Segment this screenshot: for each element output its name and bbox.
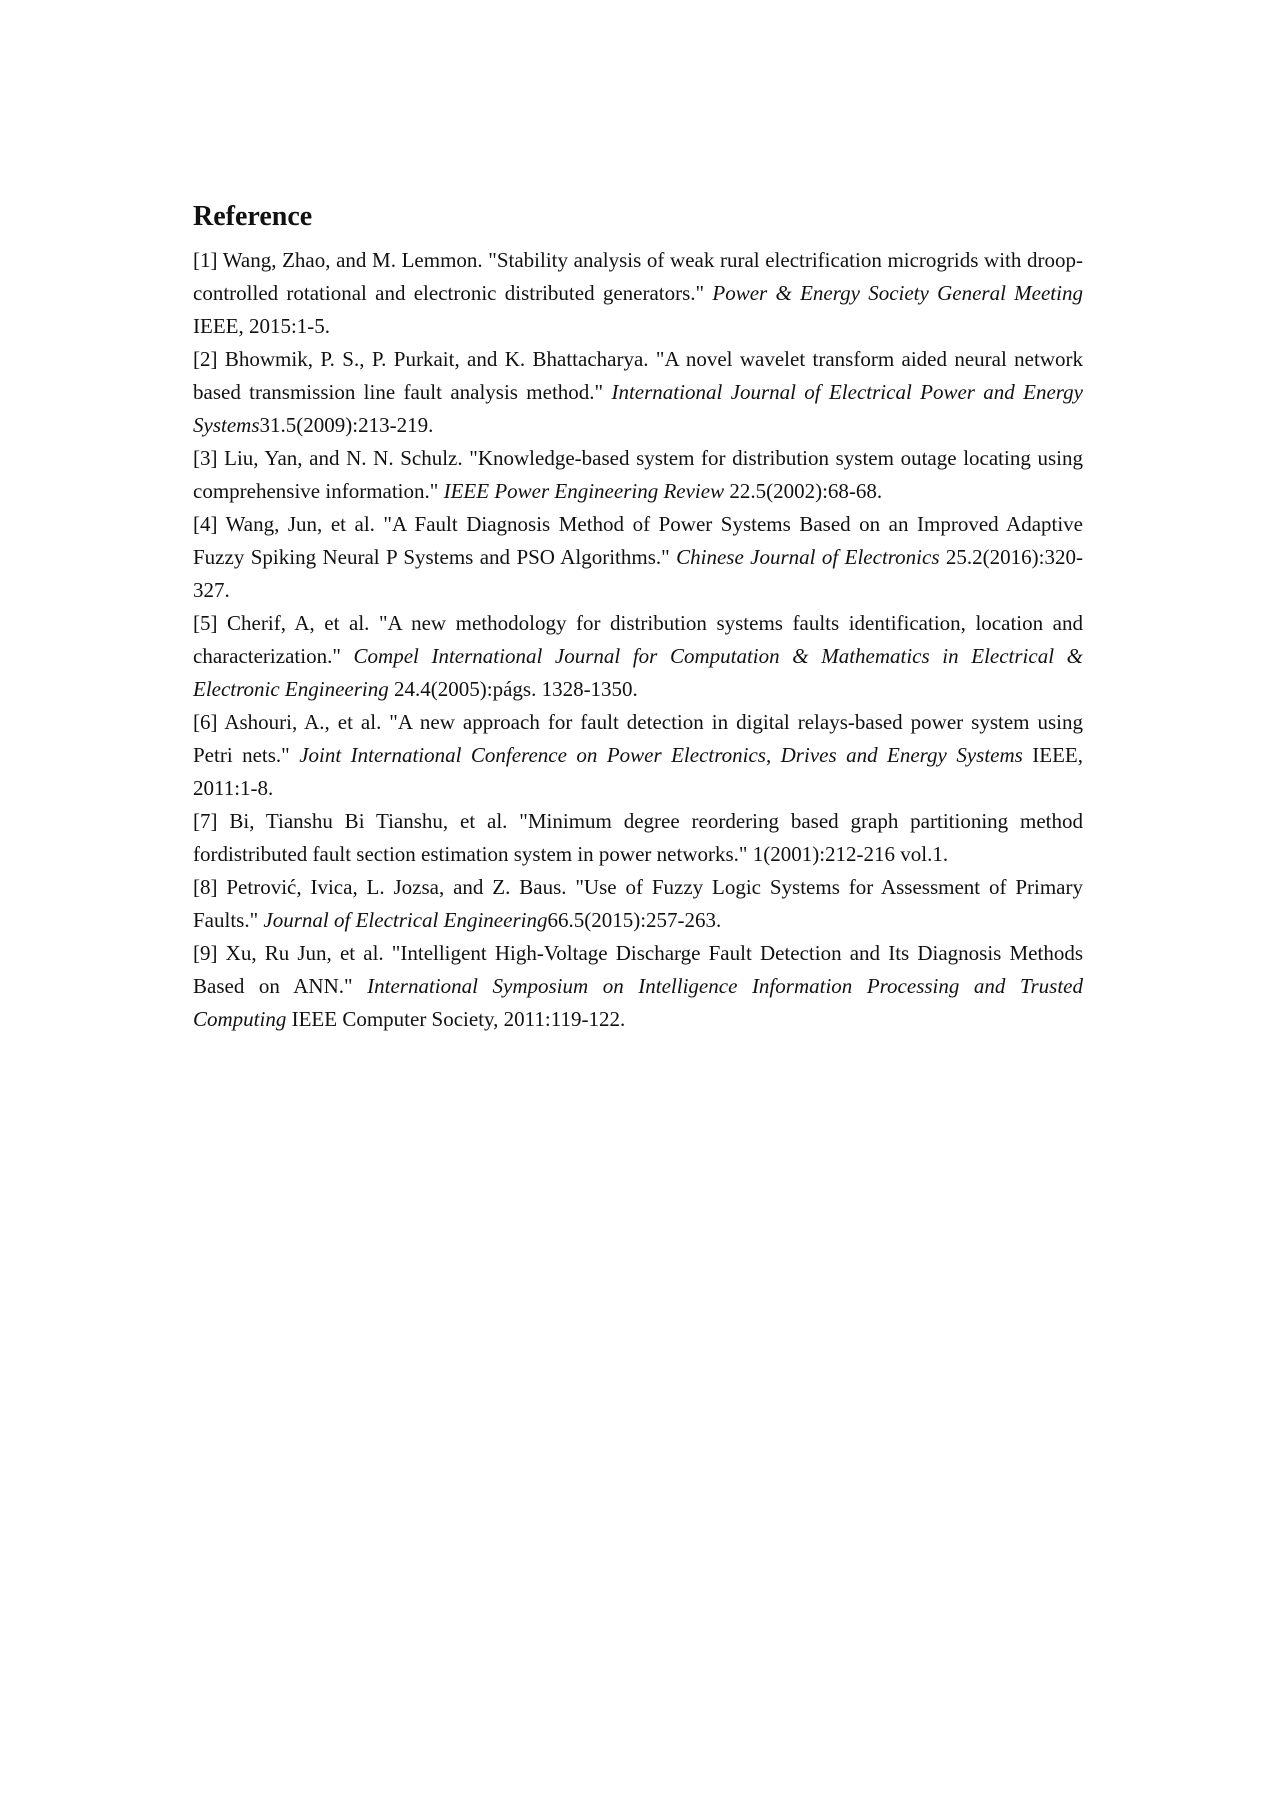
reference-item	[193, 244, 1083, 343]
reference-details: 22.5(2002):68-68.	[724, 479, 883, 503]
section-heading: Reference	[193, 201, 313, 232]
reference-details: 66.5(2015):257-263.	[547, 908, 722, 932]
reference-venue: International Symposium on Intelligence Information Processing and Trusted Computing	[193, 974, 1083, 1031]
reference-item	[193, 706, 1083, 805]
reference-text: Liu, Yan, and N. N. Schulz. "Knowledge-based system for distribution system outage locating using comprehensive information."	[193, 446, 1083, 503]
reference-number: [3]	[193, 446, 218, 470]
reference-details: IEEE Computer Society, 2011:119-122.	[286, 1007, 626, 1031]
reference-details: 31.5(2009):213-219.	[259, 413, 434, 437]
reference-venue: International Journal of Electrical Power and Energy Systems	[193, 380, 1083, 437]
reference-number: [2]	[193, 347, 218, 371]
reference-venue: Chinese Journal of Electronics	[676, 545, 940, 569]
reference-text: Ashouri, A., et al. "A new approach for fault detection in digital relays-based power system using Petri nets."	[193, 710, 1083, 767]
reference-number: [8]	[193, 875, 218, 899]
reference-number: [6]	[193, 710, 218, 734]
reference-section	[193, 200, 1083, 1036]
reference-details: 25.2(2016):320-327.	[193, 545, 1083, 602]
reference-item	[193, 508, 1083, 607]
reference-text: Cherif, A, et al. "A new methodology for distribution systems faults identification, location and characterization."	[193, 611, 1083, 668]
reference-details: 24.4(2005):págs. 1328-1350.	[388, 677, 638, 701]
reference-details: IEEE, 2011:1-8.	[193, 743, 1083, 800]
reference-list	[193, 244, 1083, 1036]
reference-number: [7]	[193, 809, 218, 833]
reference-item	[193, 343, 1083, 442]
reference-venue: Power & Energy Society General Meeting	[712, 281, 1083, 305]
reference-text: Wang, Jun, et al. "A Fault Diagnosis Method of Power Systems Based on an Improved Adaptive Fuzzy Spiking Neural P Systems and PSO Algorithms."	[193, 512, 1083, 569]
reference-details: IEEE, 2015:1-5.	[193, 314, 331, 338]
reference-number: [5]	[193, 611, 218, 635]
reference-text: Petrović, Ivica, L. Jozsa, and Z. Baus. "Use of Fuzzy Logic Systems for Assessment of Primary Faults."	[193, 875, 1083, 932]
reference-number: [1]	[193, 248, 218, 272]
reference-text: Xu, Ru Jun, et al. "Intelligent High-Voltage Discharge Fault Detection and Its Diagnosis Methods Based on ANN."	[193, 941, 1083, 998]
reference-item	[193, 937, 1083, 1036]
reference-item	[193, 871, 1083, 937]
reference-venue: Compel International Journal for Computation & Mathematics in Electrical & Electronic Engineering	[193, 644, 1083, 701]
reference-text: Bhowmik, P. S., P. Purkait, and K. Bhattacharya. "A novel wavelet transform aided neural network based transmission line fault analysis method."	[193, 347, 1083, 404]
reference-item	[193, 442, 1083, 508]
reference-venue: IEEE Power Engineering Review	[443, 479, 725, 503]
reference-number: [9]	[193, 941, 218, 965]
reference-text: Bi, Tianshu Bi Tianshu, et al. "Minimum degree reordering based graph partitioning method fordistributed fault section estimation system in power networks." 1(2001):212-216 vol.1.	[193, 809, 1083, 866]
reference-venue: Joint International Conference on Power Electronics, Drives and Energy Systems	[299, 743, 1023, 767]
reference-text: Wang, Zhao, and M. Lemmon. "Stability analysis of weak rural electrification microgrids with droop-controlled rotational and electronic distributed generators."	[193, 248, 1083, 305]
reference-number: [4]	[193, 512, 218, 536]
reference-venue: Journal of Electrical Engineering	[263, 908, 548, 932]
reference-item	[193, 607, 1083, 706]
reference-item	[193, 805, 1083, 871]
